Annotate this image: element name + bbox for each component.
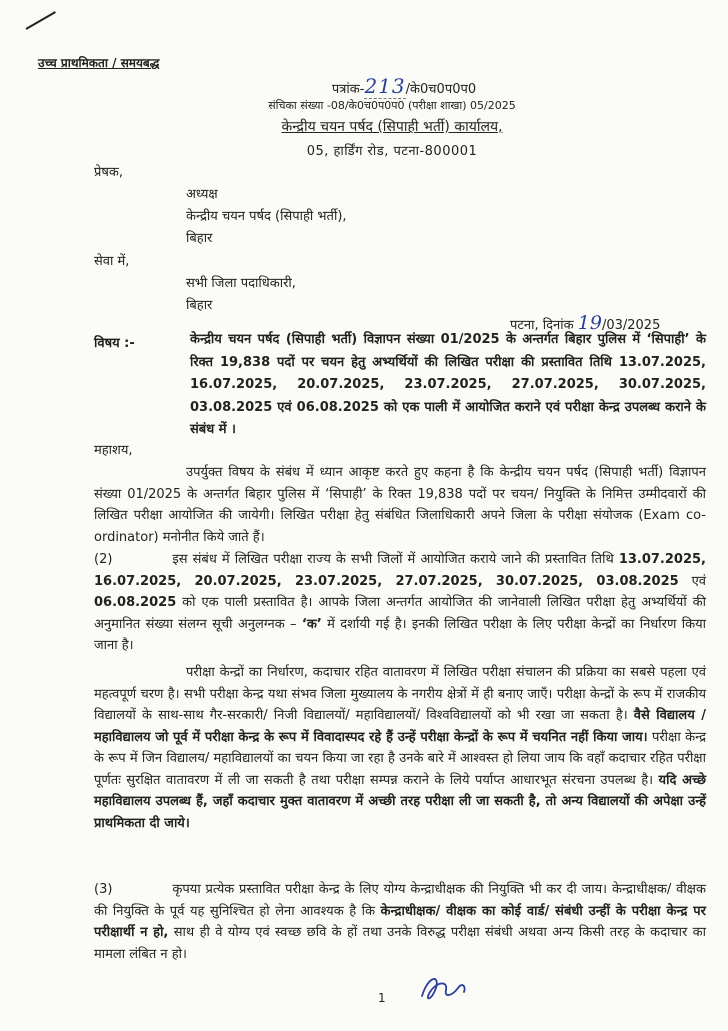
date-day-handwritten: 19 — [577, 312, 602, 334]
superintendent-condition: केन्द्राधीक्षक/ वीक्षक का कोई वार्ड/ संबंधी उन्हीं के परीक्षा केन्द्र पर परीक्षार्थी न हो, — [94, 903, 706, 940]
sender-label: प्रेषक, — [94, 165, 124, 180]
page-number: 1 — [378, 991, 386, 1005]
subject-label: विषय :- — [94, 336, 135, 351]
annexure-label: ‘क’ — [301, 616, 322, 632]
priority-colleges-note: यदि अच्छे महाविद्यालय उपलब्ध हैं, जहाँ कदाचार मुक्त वातावरण में अच्छी तरह परीक्षा ली जा सकती है, तो अन्य विद्यालयों की अपेक्षा उन्हें प्राथमिकता दी जाये। — [94, 772, 706, 831]
recipient-line-2: बिहार — [186, 298, 213, 313]
controversial-centres-note: वैसे विद्यालय / महाविद्यालय जो पूर्व में परीक्षा केन्द्र के रूप में विवादास्पद रहे हैं उन्हें परीक्षा केन्द्रों के रूप में चयनित नहीं किया जाय। — [94, 708, 707, 745]
proposed-dates: 13.07.2025, 16.07.2025, 20.07.2025, 23.07.2025, 27.07.2025, 30.07.2025, 03.08.2025 — [94, 552, 706, 589]
office-address: 05, हार्डिंग रोड, पटना-800001 — [306, 144, 478, 159]
reference-prefix: पत्रांक- — [331, 82, 365, 97]
sender-line-3: बिहार — [186, 231, 213, 246]
office-name: केन्द्रीय चयन पर्षद (सिपाही भर्ती) कार्यालय, — [281, 119, 503, 135]
paragraph-4: (3) कृपया प्रत्येक प्रस्तावित परीक्षा केन्द्र के लिए योग्य केन्द्राधीक्षक की नियुक्ति भी कर दी जाय। केन्द्राधीक्षक/ वीक्षक की नियुक्ति के पूर्व यह सुनिश्चित हो लेना आवश्यक है कि केन्द्राधीक्षक/ वीक्षक का कोई वार्ड/ संबंधी उन्हीं के परीक्षा केन्द्र पर परीक्षार्थी न हो, साथ ही वे योग्य एवं स्वच्छ छवि के हों तथा उनके विरुद्ध परीक्षा संबंधी अथवा अन्य किसी तरह के कदाचार का मामला लंबित न हो। — [94, 882, 706, 962]
pen-mark — [26, 11, 56, 30]
letter-date: पटना, दिनांक 19/03/2025 — [510, 312, 661, 334]
reference-number-handwritten: 213 — [364, 74, 406, 98]
file-reference: संचिका संख्या -08/के0च0प0प0 (परीक्षा शाखा) 05/2025 — [268, 99, 516, 112]
priority-label: उच्च प्राथमिकता / समयबद्ध — [38, 56, 160, 70]
recipient-label: सेवा में, — [94, 254, 130, 269]
sender-line-2: केन्द्रीय चयन पर्षद (सिपाही भर्ती), — [186, 209, 347, 224]
paragraph-4-number: (3) — [94, 882, 113, 897]
paragraph-1: उपर्युक्त विषय के संबंध में ध्यान आकृष्ट करते हुए कहना है कि केन्द्रीय चयन पर्षद (सिपाही भर्ती) विज्ञापन संख्या 01/2025 के अन्तर्गत बिहार पुलिस में ‘सिपाही’ के रिक्त 19,838 पदों पर चयन/ नियुक्ति के निमित्त उम्मीदवारों की लिखित परीक्षा आयोजित की जायेगी। लिखित परीक्षा हेतु संबंधित जिलाधिकारी अपने जिला के परीक्षा संयोजक (Exam co-ordinator) मनोनीत किये जाते हैं। — [94, 465, 706, 545]
reference-number-line — [0, 74, 728, 99]
paragraph-2: (2) इस संबंध में लिखित परीक्षा राज्य के सभी जिलों में आयोजित कराये जाने की प्रस्तावित तिथि 13.07.2025, 16.07.2025, 20.07.2025, 23.07.2025, 27.07.2025, 30.07.2025, 03.08.2025 एवं 06.08.2025 को एक पाली प्रस्तावित है। आपके जिला अन्तर्गत आयोजित की जानेवाली लिखित परीक्षा हेतु अभ्यर्थियों की अनुमानित संख्या संलग्न सूची अनुलग्नक – ‘क’ में दर्शायी गई है। इनकी लिखित परीक्षा के लिए परीक्षा केन्द्रों का निर्धारण किया जाना है। — [94, 552, 706, 653]
sender-line-1: अध्यक्ष — [186, 187, 218, 202]
recipient-line-1: सभी जिला पदाधिकारी, — [186, 276, 296, 291]
paragraph-2-number: (2) — [94, 552, 113, 567]
reference-suffix: /के0च0प0प0 — [405, 82, 477, 97]
salutation: महाशय, — [94, 443, 133, 458]
signature-initials — [418, 966, 470, 1008]
subject-text: केन्द्रीय चयन पर्षद (सिपाही भर्ती) विज्ञापन संख्या 01/2025 के अन्तर्गत बिहार पुलिस में ‘सिपाही’ के रिक्त 19,838 पदों पर चयन हेतु अभ्यर्थियों की लिखित परीक्षा की प्रस्तावित तिथि 13.07.2025, 16.07.2025, 20.07.2025, 23.07.2025, 27.07.2025, 30.07.2025, 03.08.2025 एवं 06.08.2025 को एक पाली में आयोजित कराने एवं परीक्षा केन्द्र उपलब्ध कराने के संबंध में । — [190, 332, 706, 437]
paragraph-3: परीक्षा केन्द्रों का निर्धारण, कदाचार रहित वातावरण में लिखित परीक्षा संचालन की प्रक्रिया का सबसे पहला एवं महत्वपूर्ण चरण है। सभी परीक्षा केन्द्र यथा संभव जिला मुख्यालय के नगरीय क्षेत्रों में ही बनाए जाएँ। परीक्षा केन्द्रों के रूप में राजकीय विद्यालयों के साथ-साथ गैर-सरकारी/ निजी विद्यालयों/ महाविद्यालयों/ विश्वविद्यालयों को भी रखा जा सकता है। वैसे विद्यालय / महाविद्यालय जो पूर्व में परीक्षा केन्द्र के रूप में विवादास्पद रहे हैं उन्हें परीक्षा केन्द्रों के रूप में चयनित नहीं किया जाय। परीक्षा केन्द्र के रूप में जिन विद्यालय/ महाविद्यालयों का चयन किया जा रहा है उनके बारे में आश्वस्त हो लिया जाय कि वहाँ कदाचार रहित परीक्षा पूर्णतः सुरक्षित वातावरण में ली जा सकती है तथा परीक्षा सम्पन्न कराने के लिये पर्याप्त आधारभूत संरचना उपलब्ध है। यदि अच्छे महाविद्यालय उपलब्ध हैं, जहाँ कदाचार मुक्त वातावरण में अच्छी तरह परीक्षा ली जा सकती है, तो अन्य विद्यालयों की अपेक्षा उन्हें प्राथमिकता दी जाये। — [94, 665, 707, 831]
